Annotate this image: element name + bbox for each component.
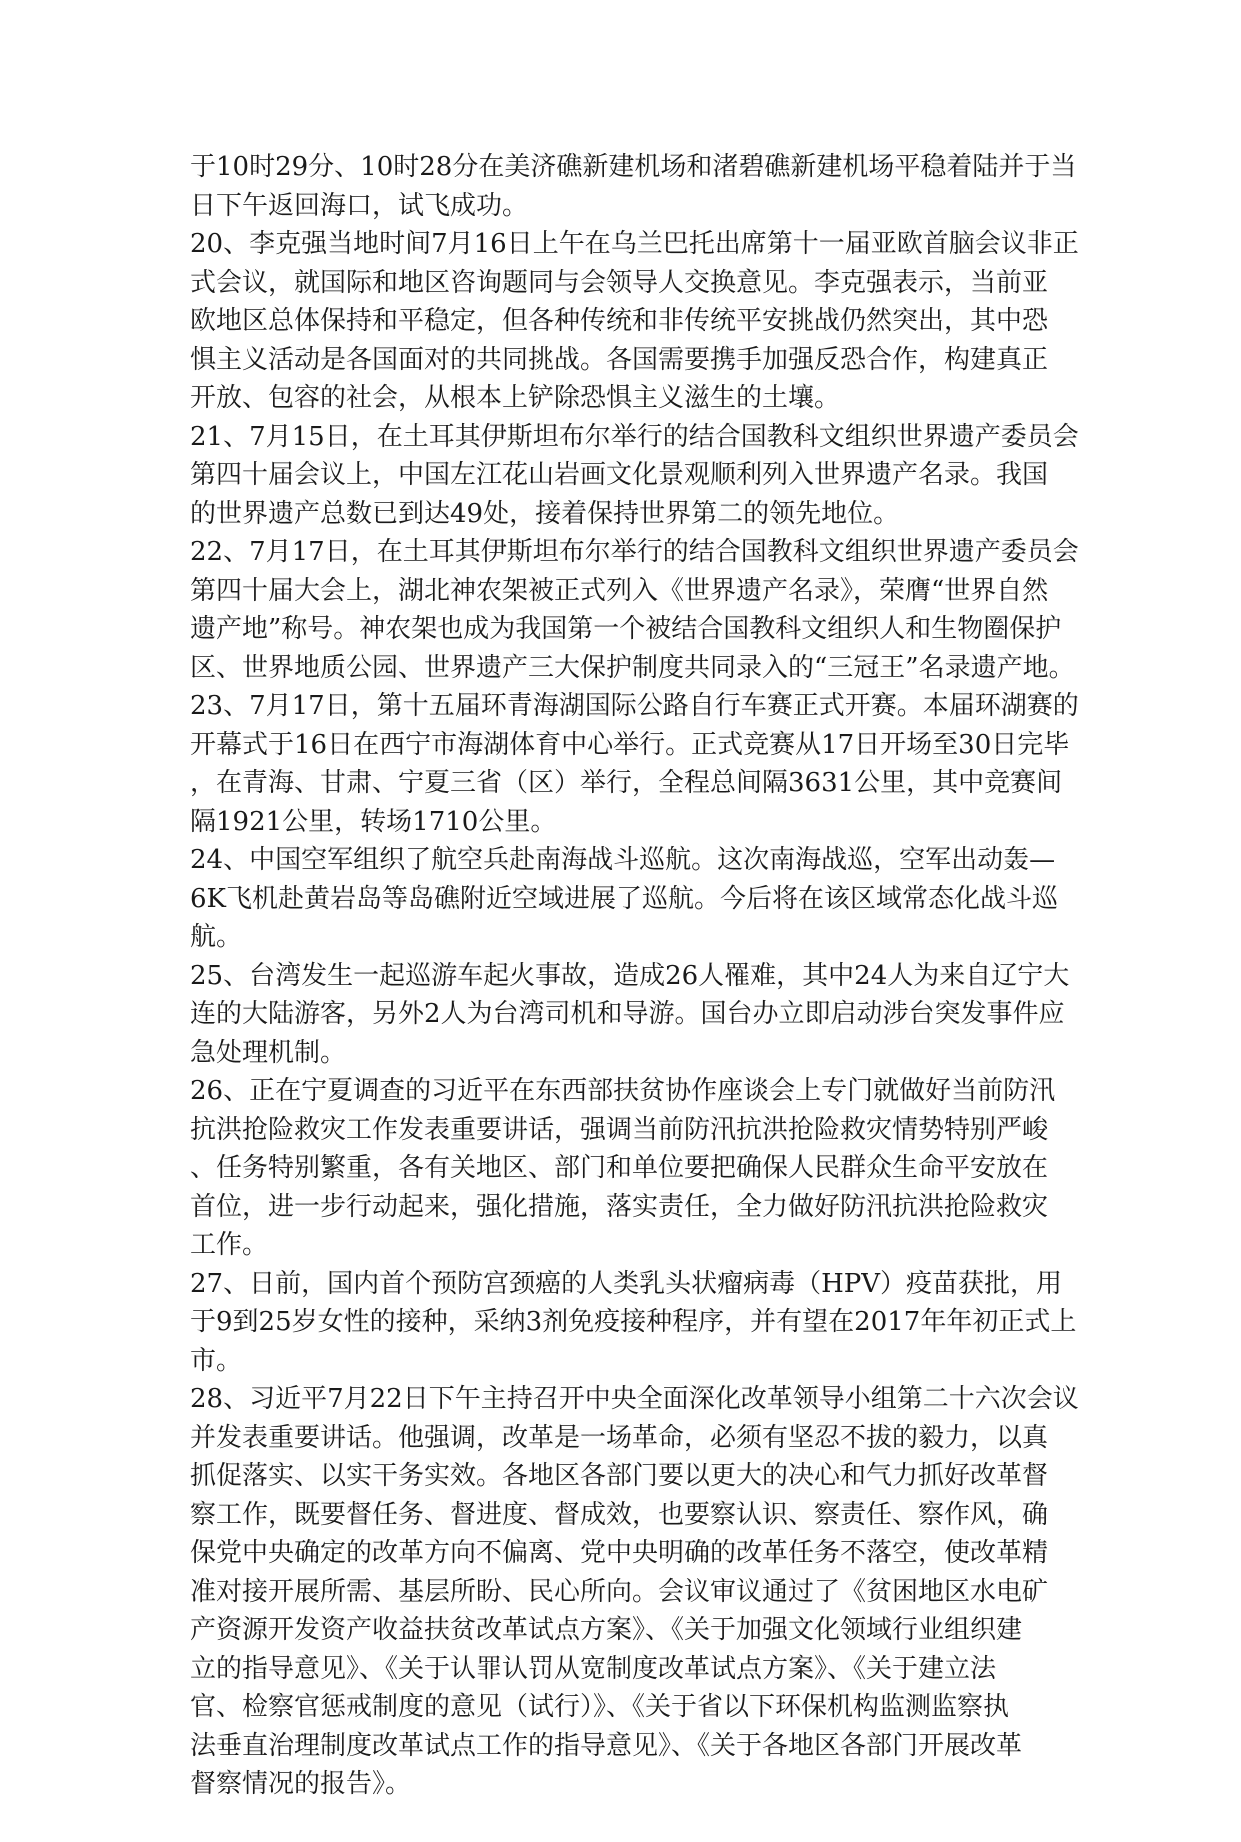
text-line: 第四十届大会上，湖北神农架被正式列入《世界遗产名录》，荣膺“世界自然 [190,572,1050,611]
text-line: 23、7月17日，第十五届环青海湖国际公路自行车赛正式开赛。本届环湖赛的 [190,687,1050,726]
text-line: 开幕式于16日在西宁市海湖体育中心举行。正式竞赛从17日开场至30日完毕 [190,726,1050,765]
text-line: 官、检察官惩戒制度的意见（试行）》、《关于省以下环保机构监测监察执 [190,1688,1050,1727]
text-line: 、任务特别繁重，各有关地区、部门和单位要把确保人民群众生命平安放在 [190,1149,1050,1188]
text-line: 欧地区总体保持和平稳定，但各种传统和非传统平安挑战仍然突出，其中恐 [190,302,1050,341]
text-line: 察工作，既要督任务、督进度、督成效，也要察认识、察责任、察作风，确 [190,1496,1050,1535]
text-line: 22、7月17日，在土耳其伊斯坦布尔举行的结合国教科文组织世界遗产委员会 [190,533,1050,572]
text-line: 27、日前，国内首个预防宫颈癌的人类乳头状瘤病毒（HPV）疫苗获批，用 [190,1265,1050,1304]
text-line: 遗产地”称号。神农架也成为我国第一个被结合国教科文组织人和生物圈保护 [190,610,1050,649]
text-line: 抗洪抢险救灾工作发表重要讲话，强调当前防汛抗洪抢险救灾情势特别严峻 [190,1111,1050,1150]
text-line: 产资源开发资产收益扶贫改革试点方案》、《关于加强文化领域行业组织建 [190,1611,1050,1650]
text-line: 于10时29分、10时28分在美济礁新建机场和渚碧礁新建机场平稳着陆并于当 [190,148,1050,187]
document-body [190,148,1050,1842]
text-line: 24、中国空军组织了航空兵赴南海战斗巡航。这次南海战巡，空军出动轰— [190,841,1050,880]
text-line: 连的大陆游客，另外2人为台湾司机和导游。国台办立即启动涉台突发事件应 [190,995,1050,1034]
text-line: 的世界遗产总数已到达49处，接着保持世界第二的领先地位。 [190,495,1050,534]
text-line: ，在青海、甘肃、宁夏三省（区）举行，全程总间隔3631公里，其中竞赛间 [190,764,1050,803]
text-line: 抓促落实、以实干务实效。各地区各部门要以更大的决心和气力抓好改革督 [190,1457,1050,1496]
text-line: 20、李克强当地时间7月16日上午在乌兰巴托出席第十一届亚欧首脑会议非正 [190,225,1050,264]
text-line: 航。 [190,918,1050,957]
text-line: 惧主义活动是各国面对的共同挑战。各国需要携手加强反恐合作，构建真正 [190,341,1050,380]
text-line: 式会议，就国际和地区咨询题同与会领导人交换意见。李克强表示，当前亚 [190,264,1050,303]
text-line: 立的指导意见》、《关于认罪认罚从宽制度改革试点方案》、《关于建立法 [190,1650,1050,1689]
text-line: 21、7月15日，在土耳其伊斯坦布尔举行的结合国教科文组织世界遗产委员会 [190,418,1050,457]
text-line: 督察情况的报告》。 [190,1765,1050,1804]
text-line: 法垂直治理制度改革试点工作的指导意见》、《关于各地区各部门开展改革 [190,1727,1050,1766]
text-line: 首位，进一步行动起来，强化措施，落实责任，全力做好防汛抗洪抢险救灾 [190,1188,1050,1227]
text-line: 工作。 [190,1226,1050,1265]
text-line: 6K飞机赴黄岩岛等岛礁附近空域进展了巡航。今后将在该区域常态化战斗巡 [190,880,1050,919]
text-line: 25、台湾发生一起巡游车起火事故，造成26人罹难，其中24人为来自辽宁大 [190,957,1050,996]
text-line: 开放、包容的社会，从根本上铲除恐惧主义滋生的土壤。 [190,379,1050,418]
text-line: 急处理机制。 [190,1034,1050,1073]
text-line: 26、正在宁夏调查的习近平在东西部扶贫协作座谈会上专门就做好当前防汛 [190,1072,1050,1111]
text-line: 准对接开展所需、基层所盼、民心所向。会议审议通过了《贫困地区水电矿 [190,1573,1050,1612]
text-line: 区、世界地质公园、世界遗产三大保护制度共同录入的“三冠王”名录遗产地。 [190,649,1050,688]
text-line [190,1804,1050,1842]
text-line: 保党中央确定的改革方向不偏离、党中央明确的改革任务不落空，使改革精 [190,1534,1050,1573]
text-line: 28、习近平7月22日下午主持召开中央全面深化改革领导小组第二十六次会议 [190,1380,1050,1419]
text-line: 日下午返回海口，试飞成功。 [190,187,1050,226]
text-line: 并发表重要讲话。他强调，改革是一场革命，必须有坚忍不拔的毅力，以真 [190,1419,1050,1458]
text-line: 隔1921公里，转场1710公里。 [190,803,1050,842]
text-line: 市。 [190,1342,1050,1381]
text-line: 第四十届会议上，中国左江花山岩画文化景观顺利列入世界遗产名录。我国 [190,456,1050,495]
text-line: 于9到25岁女性的接种，采纳3剂免疫接种程序，并有望在2017年年初正式上 [190,1303,1050,1342]
